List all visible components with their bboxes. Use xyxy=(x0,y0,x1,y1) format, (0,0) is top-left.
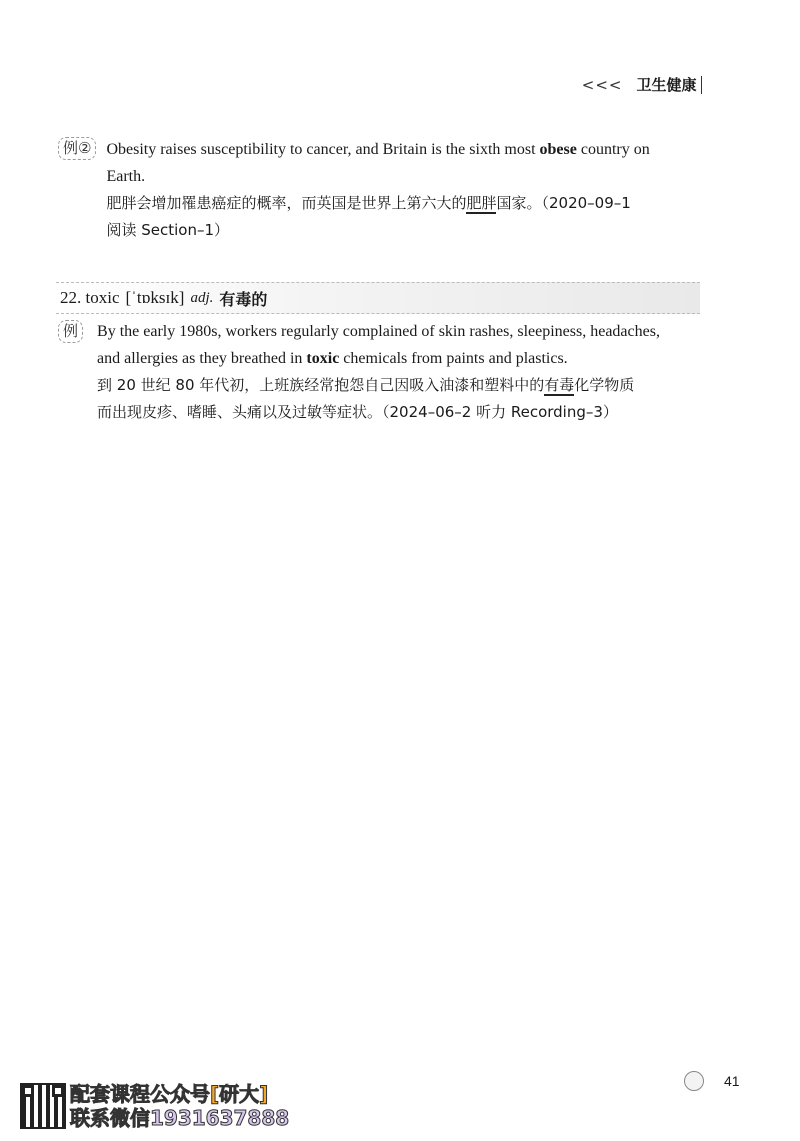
running-header xyxy=(582,74,702,95)
example-en-line: and allergies as they breathed in toxic chemicals from paints and plastics. xyxy=(97,350,568,367)
highlight-word: toxic xyxy=(306,350,340,367)
underlined-word: 有毒 xyxy=(544,376,575,394)
entry-word: 22. toxic xyxy=(60,288,120,307)
highlight-word: obese xyxy=(539,141,577,158)
entry-phonetic: [ˈtɒksɪk] xyxy=(125,288,185,307)
example-text xyxy=(97,318,707,426)
example-block xyxy=(58,318,707,426)
example-cn-line: 肥胖会增加罹患癌症的概率，而英国是世界上第六大的肥胖国家。（2020–09–1 xyxy=(106,194,631,212)
entry-meaning: 有毒的 xyxy=(219,289,268,309)
promo-line: 联系微信1931637888 xyxy=(70,1106,290,1130)
page-number xyxy=(684,1071,740,1091)
example-en-line: Obesity raises susceptibility to cancer, and Britain is the sixth most obese country on xyxy=(106,141,650,158)
underlined-word: 肥胖 xyxy=(466,194,497,212)
qr-code-icon xyxy=(20,1083,66,1129)
example-tag: 例② xyxy=(58,137,96,160)
header-divider xyxy=(701,76,703,94)
promo-line: 配套课程公众号[研大] xyxy=(70,1082,269,1106)
example-en-line: By the early 1980s, workers regularly complained of skin rashes, sleepiness, headaches, xyxy=(97,323,660,340)
example-block-prev xyxy=(58,136,696,244)
header-arrows: <<< xyxy=(581,75,623,94)
example-text xyxy=(106,136,696,244)
example-cn-line: 到 20 世纪 80 年代初，上班族经常抱怨自己因吸入油漆和塑料中的有毒化学物质 xyxy=(97,376,635,394)
example-cn-line: 阅读 Section–1） xyxy=(106,221,229,239)
promo-watermark xyxy=(70,1082,289,1130)
page-circle-icon xyxy=(684,1071,704,1091)
vocab-entry-heading xyxy=(56,282,700,314)
page-number-text: 41 xyxy=(724,1073,740,1089)
entry-pos: adj. xyxy=(190,289,214,306)
example-en-line: Earth. xyxy=(106,168,146,185)
section-title: 卫生健康 xyxy=(636,76,697,94)
example-tag: 例 xyxy=(58,320,83,343)
example-cn-line: 而出现皮疹、嗜睡、头痛以及过敏等症状。（2024–06–2 听力 Recording–3） xyxy=(97,403,618,421)
